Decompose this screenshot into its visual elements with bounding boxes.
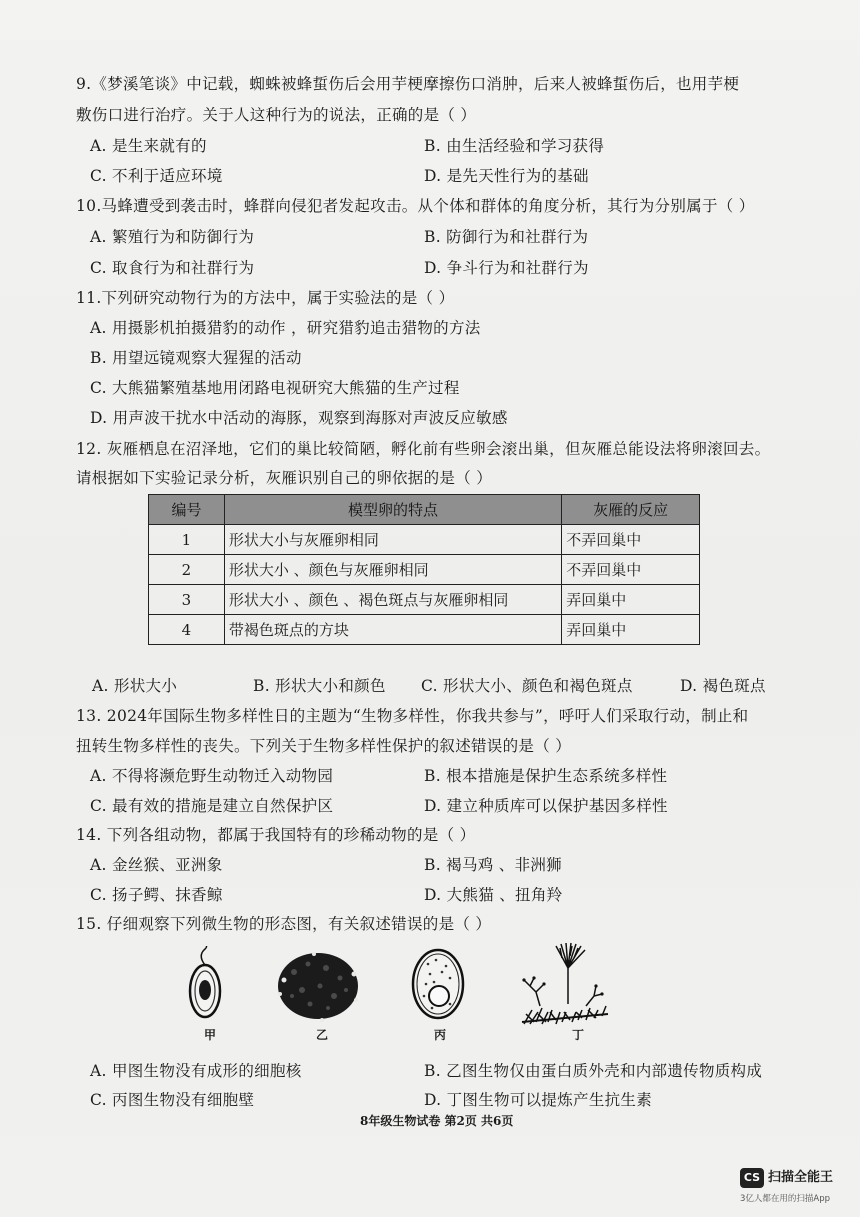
scanner-logo-icon: CS — [740, 1168, 764, 1188]
q15-stem: 15. 仔细观察下列微生物的形态图，有关叙述错误的是（ ） — [76, 915, 492, 933]
table-cell: 4 — [149, 615, 225, 645]
q9-option-c: C. 不利于适应环境 — [90, 167, 223, 185]
q14-option-c: C. 扬子鳄、抹香鲸 — [90, 886, 223, 904]
table-row — [149, 585, 700, 615]
table-row — [149, 615, 700, 645]
q13-stem-line2: 扭转生物多样性的丧失。下列关于生物多样性保护的叙述错误的是（ ） — [76, 737, 572, 755]
table-cell: 弄回巢中 — [562, 615, 700, 645]
q10-option-a: A. 繁殖行为和防御行为 — [90, 228, 255, 246]
q15-option-d: D. 丁图生物可以提炼产生抗生素 — [424, 1091, 653, 1109]
q11-option-b: B. 用望远镜观察大猩猩的活动 — [90, 349, 302, 367]
scanner-app-name: 扫描全能王 — [768, 1170, 834, 1185]
table-row — [149, 525, 700, 555]
q10-option-d: D. 争斗行为和社群行为 — [424, 259, 589, 277]
table-cell: 3 — [149, 585, 225, 615]
penicillium-figure — [516, 940, 614, 1032]
table-cell: 不弄回巢中 — [562, 555, 700, 585]
q13-option-d: D. 建立种质库可以保护基因多样性 — [424, 797, 668, 815]
q13-option-b: B. 根本措施是保护生态系统多样性 — [424, 767, 668, 785]
table-cell: 形状大小 、颜色 、褐色斑点与灰雁卵相同 — [224, 585, 561, 615]
figure-label-ding: 丁 — [572, 1028, 585, 1042]
q14-stem: 14. 下列各组动物，都属于我国特有的珍稀动物的是（ ） — [76, 826, 476, 844]
q15-option-a: A. 甲图生物没有成形的细胞核 — [90, 1062, 302, 1080]
q13-option-c: C. 最有效的措施是建立自然保护区 — [90, 797, 334, 815]
q11-stem: 11.下列研究动物行为的方法中，属于实验法的是（ ） — [76, 289, 455, 307]
page-footer: 8年级生物试卷 第2页 共6页 — [360, 1114, 514, 1128]
q12-option-d: D. 褐色斑点 — [680, 677, 766, 695]
table-cell: 弄回巢中 — [562, 585, 700, 615]
q9-stem-line2: 敷伤口进行治疗。关于人这种行为的说法，正确的是（ ） — [76, 106, 477, 124]
q15-option-b: B. 乙图生物仅由蛋白质外壳和内部遗传物质构成 — [424, 1062, 763, 1080]
q10-option-b: B. 防御行为和社群行为 — [424, 228, 589, 246]
table-header-row — [149, 495, 700, 525]
q9-stem-line1: 9.《梦溪笔谈》中记载，蜘蛛被蜂蜇伤后会用芋梗摩擦伤口消肿，后来人被蜂蜇伤后，也用芋梗 — [76, 75, 740, 93]
q12-option-a: A. 形状大小 — [92, 677, 178, 695]
q12-stem-line1: 12. 灰雁栖息在沼泽地，它们的巢比较简陋，孵化前有些卵会滚出巢，但灰雁总能设法将卵滚回去。 — [76, 440, 771, 458]
table-header: 灰雁的反应 — [562, 495, 700, 525]
q15-option-c: C. 丙图生物没有细胞壁 — [90, 1091, 255, 1109]
table-header: 编号 — [149, 495, 225, 525]
table-cell: 1 — [149, 525, 225, 555]
table-row — [149, 555, 700, 585]
q11-option-d: D. 用声波干扰水中活动的海豚，观察到海豚对声波反应敏感 — [90, 409, 508, 427]
table-cell: 形状大小与灰雁卵相同 — [224, 525, 561, 555]
table-cell: 不弄回巢中 — [562, 525, 700, 555]
experiment-table — [148, 494, 700, 645]
table-cell: 带褐色斑点的方块 — [224, 615, 561, 645]
q9-option-a: A. 是生来就有的 — [90, 137, 207, 155]
q10-stem: 10.马蜂遭受到袭击时，蜂群向侵犯者发起攻击。从个体和群体的角度分析，其行为分别属于（ ） — [76, 197, 755, 215]
figure-label-bing: 丙 — [434, 1028, 447, 1042]
q14-option-b: B. 褐马鸡 、非洲狮 — [424, 856, 562, 874]
q13-stem-line1: 13. 2024年国际生物多样性日的主题为“生物多样性，你我共参与”，呼吁人们采取行动，制止和 — [76, 707, 749, 725]
table-header: 模型卵的特点 — [224, 495, 561, 525]
q14-option-d: D. 大熊猫 、扭角羚 — [424, 886, 563, 904]
q12-stem-line2: 请根据如下实验记录分析，灰雁识别自己的卵依据的是（ ） — [76, 469, 493, 487]
bacterium-figure — [180, 946, 230, 1026]
q9-option-b: B. 由生活经验和学习获得 — [424, 137, 605, 155]
virus-figure — [274, 950, 362, 1022]
q10-option-c: C. 取食行为和社群行为 — [90, 259, 255, 277]
q12-option-b: B. 形状大小和颜色 — [253, 677, 386, 695]
q14-option-a: A. 金丝猴、亚洲象 — [90, 856, 223, 874]
q12-option-c: C. 形状大小、颜色和褐色斑点 — [421, 677, 633, 695]
figure-label-yi: 乙 — [316, 1028, 329, 1042]
q13-option-a: A. 不得将濒危野生动物迁入动物园 — [90, 767, 334, 785]
table-cell: 2 — [149, 555, 225, 585]
q9-option-d: D. 是先天性行为的基础 — [424, 167, 589, 185]
q11-option-a: A. 用摄影机拍摄猎豹的动作 ，研究猎豹追击猎物的方法 — [90, 319, 481, 337]
yeast-figure — [410, 946, 466, 1022]
q11-option-c: C. 大熊猫繁殖基地用闭路电视研究大熊猫的生产过程 — [90, 379, 460, 397]
figure-label-jia: 甲 — [204, 1028, 217, 1042]
table-cell: 形状大小 、颜色与灰雁卵相同 — [224, 555, 561, 585]
scanner-tagline: 3亿人都在用的扫描App — [740, 1194, 831, 1204]
